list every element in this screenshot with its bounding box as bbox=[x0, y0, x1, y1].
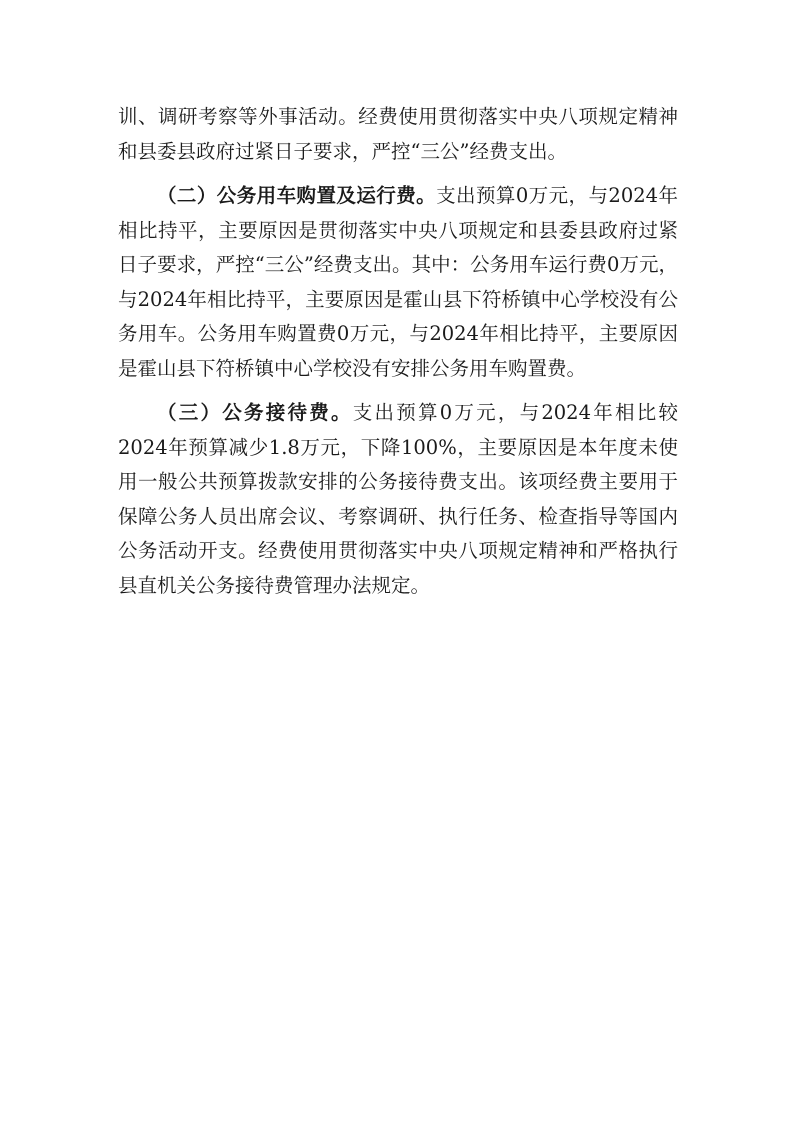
paragraph-continuation bbox=[118, 100, 678, 169]
section-heading-reception: （三）公务接待费。 bbox=[157, 401, 353, 424]
paragraph-reception-expenses bbox=[118, 396, 678, 603]
document-body bbox=[118, 100, 678, 603]
paragraph-text: 训、调研考察等外事活动。经费使用贯彻落实中央八项规定精神和县委县政府过紧日子要求，严控“三公”经费支出。 bbox=[118, 105, 678, 163]
paragraph-text: 支出预算0万元，与2024年相比较2024年预算减少1.8万元，下降100%，主要原因是本年度未使用一般公共预算拨款安排的公务接待费支出。该项经费主要用于保障公务人员出席会议、考察调研、执行任务、检查指导等国内公务活动开支。经费使用贯彻落实中央八项规定精神和严格执行县直机关公务接待费管理办法规定。 bbox=[118, 401, 678, 597]
section-heading-vehicle: （二）公务用车购置及运行费。 bbox=[157, 184, 437, 207]
paragraph-text: 支出预算0万元，与2024年相比持平，主要原因是贯彻落实中央八项规定和县委县政府过紧日子要求，严控“三公”经费支出。其中：公务用车运行费0万元，与2024年相比持平，主要原因是霍山县下符桥镇中心学校没有公务用车。公务用车购置费0万元，与2024年相比持平，主要原因是霍山县下符桥镇中心学校没有安排公务用车购置费。 bbox=[118, 184, 678, 380]
paragraph-vehicle-expenses bbox=[118, 179, 678, 386]
